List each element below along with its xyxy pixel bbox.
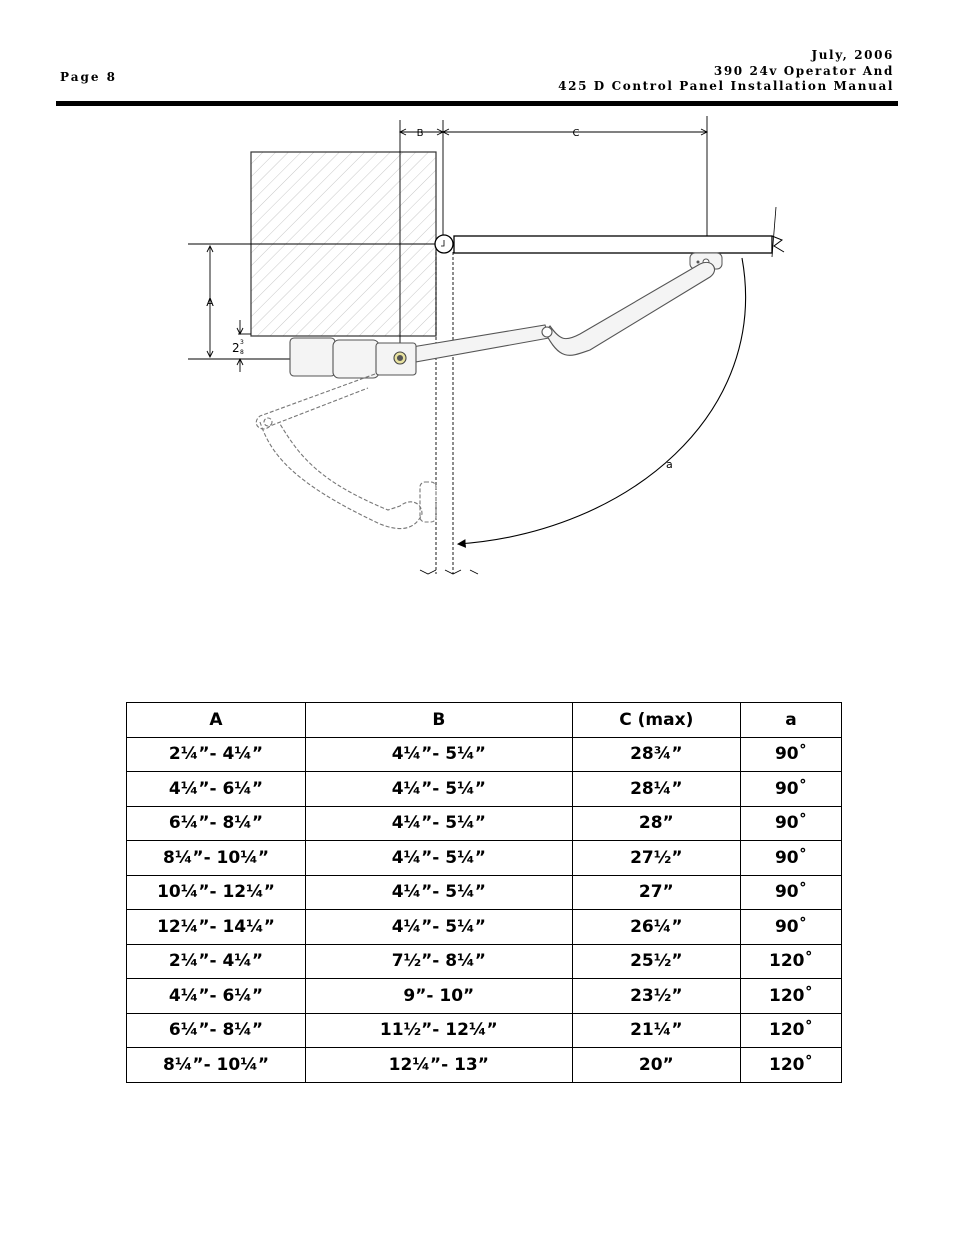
header-title-line1: 390 24v Operator And xyxy=(713,63,894,78)
table-row xyxy=(127,1013,842,1048)
cell-a: 2¼”- 4¼” xyxy=(127,737,306,772)
cell-angle: 90˚ xyxy=(741,910,842,945)
cell-a: 8¼”- 10¼” xyxy=(127,1048,306,1083)
cell-c: 27½” xyxy=(572,841,740,876)
table-row xyxy=(127,875,842,910)
cell-angle: 90˚ xyxy=(741,806,842,841)
cell-b: 7½”- 8¼” xyxy=(306,944,573,979)
table-row xyxy=(127,772,842,807)
dimension-label-c: C xyxy=(572,128,580,139)
cell-a: 8¼”- 10¼” xyxy=(127,841,306,876)
cell-angle: 90˚ xyxy=(741,875,842,910)
dimension-label-a: A xyxy=(206,296,214,309)
cell-c: 28” xyxy=(572,806,740,841)
operator-arm-open xyxy=(256,374,436,529)
cell-c: 21¼” xyxy=(572,1013,740,1048)
cell-b: 4¼”- 5¼” xyxy=(306,806,573,841)
header-title-line2: 425 D Control Panel Installation Manual xyxy=(558,79,894,93)
swing-arc-label: a xyxy=(666,458,673,471)
cell-c: 23½” xyxy=(572,979,740,1014)
table-row xyxy=(127,1048,842,1083)
header-rule xyxy=(56,101,898,106)
cell-angle: 120˚ xyxy=(741,1013,842,1048)
cell-a: 12¼”- 14¼” xyxy=(127,910,306,945)
cell-a: 2¼”- 4¼” xyxy=(127,944,306,979)
operator-arm-closed xyxy=(406,262,715,363)
cell-c: 28¼” xyxy=(572,772,740,807)
table-row xyxy=(127,944,842,979)
cell-c: 26¼” xyxy=(572,910,740,945)
gate-leaf-open xyxy=(436,252,453,574)
installation-diagram xyxy=(150,112,800,592)
dimension-label-b: B xyxy=(416,128,424,139)
column-header-b: B xyxy=(306,703,573,738)
table-row xyxy=(127,806,842,841)
header-date: July, 2006 xyxy=(811,48,894,62)
cell-a: 4¼”- 6¼” xyxy=(127,772,306,807)
cell-c: 20” xyxy=(572,1048,740,1083)
cell-b: 12¼”- 13” xyxy=(306,1048,573,1083)
cell-b: 4¼”- 5¼” xyxy=(306,772,573,807)
cell-a: 6¼”- 8¼” xyxy=(127,1013,306,1048)
cell-b: 4¼”- 5¼” xyxy=(306,910,573,945)
table-row xyxy=(127,979,842,1014)
cell-angle: 120˚ xyxy=(741,1048,842,1083)
cell-c: 28¾” xyxy=(572,737,740,772)
column-header-angle: a xyxy=(741,703,842,738)
offset-label-num: 3 xyxy=(240,339,244,346)
swing-arc xyxy=(458,258,746,544)
document-header xyxy=(558,48,894,95)
offset-label-den: 8 xyxy=(240,349,244,356)
cell-b: 11½”- 12¼” xyxy=(306,1013,573,1048)
offset-label-whole: 2 xyxy=(232,341,240,355)
cell-a: 4¼”- 6¼” xyxy=(127,979,306,1014)
cell-angle: 90˚ xyxy=(741,772,842,807)
cell-angle: 120˚ xyxy=(741,944,842,979)
page-number: Page 8 xyxy=(60,70,118,84)
cell-c: 25½” xyxy=(572,944,740,979)
column-header-a: A xyxy=(127,703,306,738)
dimension-table xyxy=(126,702,842,1083)
cell-b: 4¼”- 5¼” xyxy=(306,841,573,876)
cell-a: 6¼”- 8¼” xyxy=(127,806,306,841)
operator-motor xyxy=(290,338,416,378)
cell-b: 9”- 10” xyxy=(306,979,573,1014)
table-row xyxy=(127,841,842,876)
cell-b: 4¼”- 5¼” xyxy=(306,875,573,910)
gate-leaf-closed xyxy=(454,236,772,253)
table-row xyxy=(127,737,842,772)
cell-c: 27” xyxy=(572,875,740,910)
table-header-row xyxy=(127,703,842,738)
cell-angle: 90˚ xyxy=(741,841,842,876)
cell-b: 4¼”- 5¼” xyxy=(306,737,573,772)
cell-angle: 90˚ xyxy=(741,737,842,772)
cell-angle: 120˚ xyxy=(741,979,842,1014)
column-header-c-max: C (max) xyxy=(572,703,740,738)
table-row xyxy=(127,910,842,945)
cell-a: 10¼”- 12¼” xyxy=(127,875,306,910)
